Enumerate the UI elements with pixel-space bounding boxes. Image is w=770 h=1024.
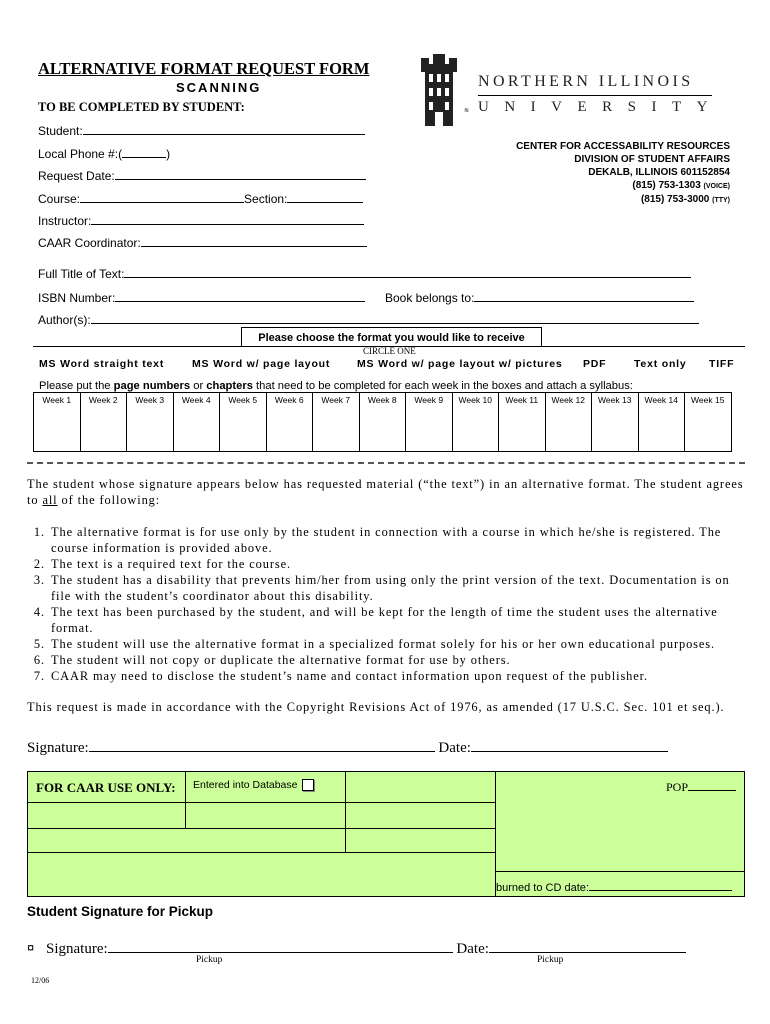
form-subtitle: SCANNING <box>176 80 262 95</box>
week-box[interactable]: Week 10 <box>452 393 499 452</box>
authors-field[interactable]: Author(s): <box>38 311 699 327</box>
format-option-ms-word-pictures[interactable]: MS Word w/ page layout w/ pictures <box>357 358 563 370</box>
caar-division: DIVISION OF STUDENT AFFAIRS <box>574 154 730 165</box>
agreement-item: 5. The student will use the alternative format in a specialized format solely for his or her own educational purposes. <box>49 636 745 652</box>
instructor-field[interactable]: Instructor: <box>38 212 364 228</box>
pickup-label-signature: Pickup <box>196 955 223 965</box>
caar-city: DEKALB, ILLINOIS 601152854 <box>588 167 730 178</box>
week-box[interactable]: Week 12 <box>545 393 592 452</box>
pickup-heading: Student Signature for Pickup <box>27 904 214 919</box>
entered-database-checkbox[interactable] <box>302 779 314 791</box>
week-box[interactable]: Week 4 <box>173 393 220 452</box>
logo-mark-icon: ≋ <box>464 108 470 114</box>
format-option-pdf[interactable]: PDF <box>583 358 607 370</box>
university-tower-logo <box>415 54 463 126</box>
logo-text-line2: UNIVERSITY <box>478 99 723 115</box>
caar-use-title: FOR CAAR USE ONLY: <box>36 780 176 795</box>
agreement-intro: The student whose signature appears below has requested material (“the text”) in an alternative format. The student agrees to all of the following: <box>27 477 744 507</box>
agreement-list <box>27 524 745 684</box>
week-box[interactable]: Week 13 <box>592 393 639 452</box>
request-date-field[interactable]: Request Date: <box>38 167 366 183</box>
week-box[interactable]: Week 6 <box>266 393 313 452</box>
format-option-tiff[interactable]: TIFF <box>709 358 735 370</box>
week-box[interactable]: Week 2 <box>80 393 127 452</box>
caar-phone-voice: (815) 753-1303 <box>632 180 701 191</box>
caar-phone-tty: (815) 753-3000 <box>640 194 710 205</box>
week-box[interactable]: Week 5 <box>220 393 267 452</box>
voice-label: (VOICE) <box>703 183 730 190</box>
format-option-text-only[interactable]: Text only <box>634 358 687 370</box>
dashed-divider <box>27 462 745 464</box>
copyright-statement: This request is made in accordance with the Copyright Revisions Act of 1976, as amended (17 U.S.C. Sec. 101 et seq.). <box>27 700 725 714</box>
caar-name: CENTER FOR ACCESSABILITY RESOURCES <box>516 141 730 152</box>
bullet-icon: ¤ <box>27 940 35 955</box>
week-box[interactable]: Week 11 <box>499 393 546 452</box>
agreement-section <box>27 476 745 684</box>
pop-field[interactable]: POP <box>666 780 736 795</box>
agreement-item: 1. The alternative format is for use only by the student in connection with a course in which he/she is registered. The course information is provided above. <box>49 524 745 556</box>
pickup-label-date: Pickup <box>537 955 564 965</box>
agreement-item: 2. The text is a required text for the course. <box>49 556 745 572</box>
format-prompt: Please choose the format you would like to receive <box>241 327 542 347</box>
logo-text-line1: NORTHERN ILLINOIS <box>478 73 694 90</box>
form-revision-code: 12/06 <box>31 976 50 985</box>
book-belongs-field[interactable]: Book belongs to: <box>385 289 694 305</box>
week-box[interactable]: Week 14 <box>638 393 685 452</box>
format-option-ms-word-layout[interactable]: MS Word w/ page layout <box>192 358 331 370</box>
tty-label: (TTY) <box>712 197 730 204</box>
weeks-instruction: Please put the page numbers or chapters that need to be completed for each week in the boxes and attach a syllabus: <box>39 380 633 392</box>
weeks-table <box>33 392 732 452</box>
isbn-field[interactable]: ISBN Number: <box>38 289 365 305</box>
pickup-signature-field[interactable]: Signature: Date: <box>46 939 686 958</box>
student-field[interactable]: Student: <box>38 122 365 138</box>
week-box[interactable]: Week 7 <box>313 393 360 452</box>
caar-use-box <box>27 771 745 897</box>
course-field[interactable]: Course: Section: <box>38 190 363 206</box>
week-box[interactable]: Week 9 <box>406 393 453 452</box>
week-box[interactable]: Week 1 <box>34 393 81 452</box>
agreement-item: 3. The student has a disability that prevents him/her from using only the print version of the text. Documentation is on file with the student’s coordinator about this disability. <box>49 572 745 604</box>
caar-address <box>410 140 730 207</box>
full-title-field[interactable]: Full Title of Text: <box>38 265 691 281</box>
logo-divider <box>478 95 712 96</box>
form-title: ALTERNATIVE FORMAT REQUEST FORM <box>38 59 370 78</box>
agreement-item: 4. The text has been purchased by the student, and will be kept for the length of time the student uses the alternative format. <box>49 604 745 636</box>
local-phone-field[interactable]: Local Phone #:( ) <box>38 147 171 161</box>
week-box[interactable]: Week 8 <box>359 393 406 452</box>
week-box[interactable]: Week 3 <box>127 393 174 452</box>
circle-one-label: CIRCLE ONE <box>363 346 416 356</box>
agreement-item: 7. CAAR may need to disclose the student’s name and contact information upon request of the publisher. <box>49 668 745 684</box>
agreement-item: 6. The student will not copy or duplicate the alternative format for use by others. <box>49 652 745 668</box>
entered-database-field[interactable]: Entered into Database <box>193 779 314 791</box>
form-instruction: TO BE COMPLETED BY STUDENT: <box>38 100 245 114</box>
burned-cd-date-field[interactable]: burned to CD date: <box>496 880 732 894</box>
caar-coordinator-field[interactable]: CAAR Coordinator: <box>38 234 367 250</box>
format-option-ms-word-straight[interactable]: MS Word straight text <box>39 358 165 370</box>
student-signature-field[interactable]: Signature: Date: <box>27 738 668 757</box>
week-box[interactable]: Week 15 <box>685 393 732 452</box>
